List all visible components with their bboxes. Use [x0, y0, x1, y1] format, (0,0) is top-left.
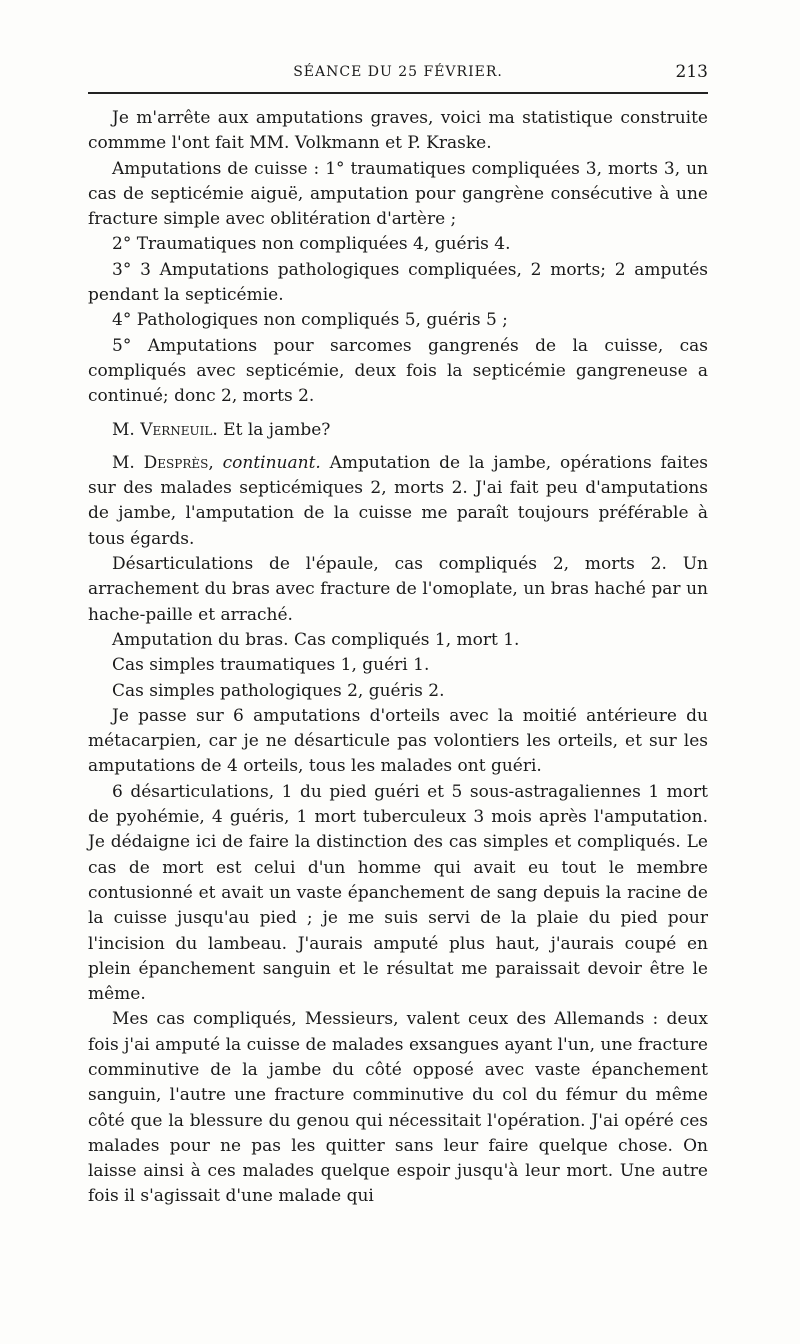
paragraph: 2° Traumatiques non compliquées 4, guéris 4. — [112, 234, 511, 255]
dialogue-paragraph — [88, 418, 708, 443]
speaker-name: M. Desprès, — [112, 452, 214, 473]
running-head: SÉANCE DU 25 FÉVRIER. — [293, 64, 503, 80]
paragraph: Cas simples pathologiques 2, guéris 2. — [112, 680, 445, 701]
paragraph: 3° 3 Amputations pathologiques compliquées, 2 morts; 2 amputés pendant la septicémie. — [88, 259, 708, 306]
header-rule — [88, 92, 708, 94]
paragraph: 4° Pathologiques non compliqués 5, guéris 5 ; — [112, 310, 508, 331]
paragraph: Je passe sur 6 amputations d'orteils avec la moitié antérieure du métacarpien, car je ne désarticule pas volontiers les orteils, et sur les amputations de 4 orteils, tous les malades ont guéri. — [88, 705, 708, 777]
page-number: 213 — [675, 62, 708, 82]
speaker-name: M. Verneuil. — [112, 419, 218, 440]
paragraph: Désarticulations de l'épaule, cas compliqués 2, morts 2. Un arrachement du bras avec fracture de l'omoplate, un bras haché par un hache-paille et arraché. — [88, 554, 708, 625]
speaker-note: continuant. — [222, 452, 321, 473]
dialogue-paragraph — [88, 451, 708, 552]
paragraph: Amputation du bras. Cas compliqués 1, mort 1. — [112, 629, 520, 650]
body-text — [88, 106, 708, 1210]
page-header — [88, 58, 708, 86]
paragraph: Mes cas compliqués, Messieurs, valent ceux des Allemands : deux fois j'ai amputé la cuisse de malades exsangues ayant l'un, une fracture comminutive de la jambe du côté opposé avec vaste épanchement sanguin, l'autre une fracture comminutive du col du fémur du même côté que la blessure du genou qui nécessitait l'opération. J'ai opéré ces malades pour ne pas les quitter sans leur faire quelque chose. On laisse ainsi à ces malades quelque espoir jusqu'à leur mort. Une autre fois il s'agissait d'une malade qui — [88, 1009, 708, 1207]
book-page — [88, 58, 708, 1210]
speaker-text: Amputation de la jambe, opérations faites sur des malades septicémiques 2, morts 2. J'ai fait peu d'amputations de jambe, l'amputation de la cuisse me paraît toujours préférable à tous égards. — [88, 452, 708, 549]
paragraph: Cas simples traumatiques 1, guéri 1. — [112, 655, 430, 676]
paragraph: 5° Amputations pour sarcomes gangrenés de la cuisse, cas compliqués avec septicémie, deux fois la septicémie gangreneuse a continué; donc 2, morts 2. — [88, 335, 708, 407]
paragraph: Amputations de cuisse : 1° traumatiques compliquées 3, morts 3, un cas de septicémie aiguë, amputation pour gangrène consécutive à une fracture simple avec oblitération d'artère ; — [88, 158, 708, 230]
speaker-text: Et la jambe? — [217, 419, 331, 440]
paragraph: 6 désarticulations, 1 du pied guéri et 5 sous-astragaliennes 1 mort de pyohémie, 4 guéris, 1 mort tuberculeux 3 mois après l'amputation. Je dédaigne ici de faire la distinction des cas simples et compliqués. Le cas de mort est celui d'un homme qui avait eu tout le membre contusionné et avait un vaste épanchement de sang depuis la racine de la cuisse jusqu'au pied ; je me suis servi de la plaie du pied pour l'incision du lambeau. J'aurais amputé plus haut, j'aurais coupé en plein épanchement sanguin et le résultat me paraissait devoir être le même. — [88, 781, 708, 1005]
paragraph: Je m'arrête aux amputations graves, voici ma statistique construite commme l'ont fait MM. Volkmann et P. Kraske. — [88, 108, 708, 154]
